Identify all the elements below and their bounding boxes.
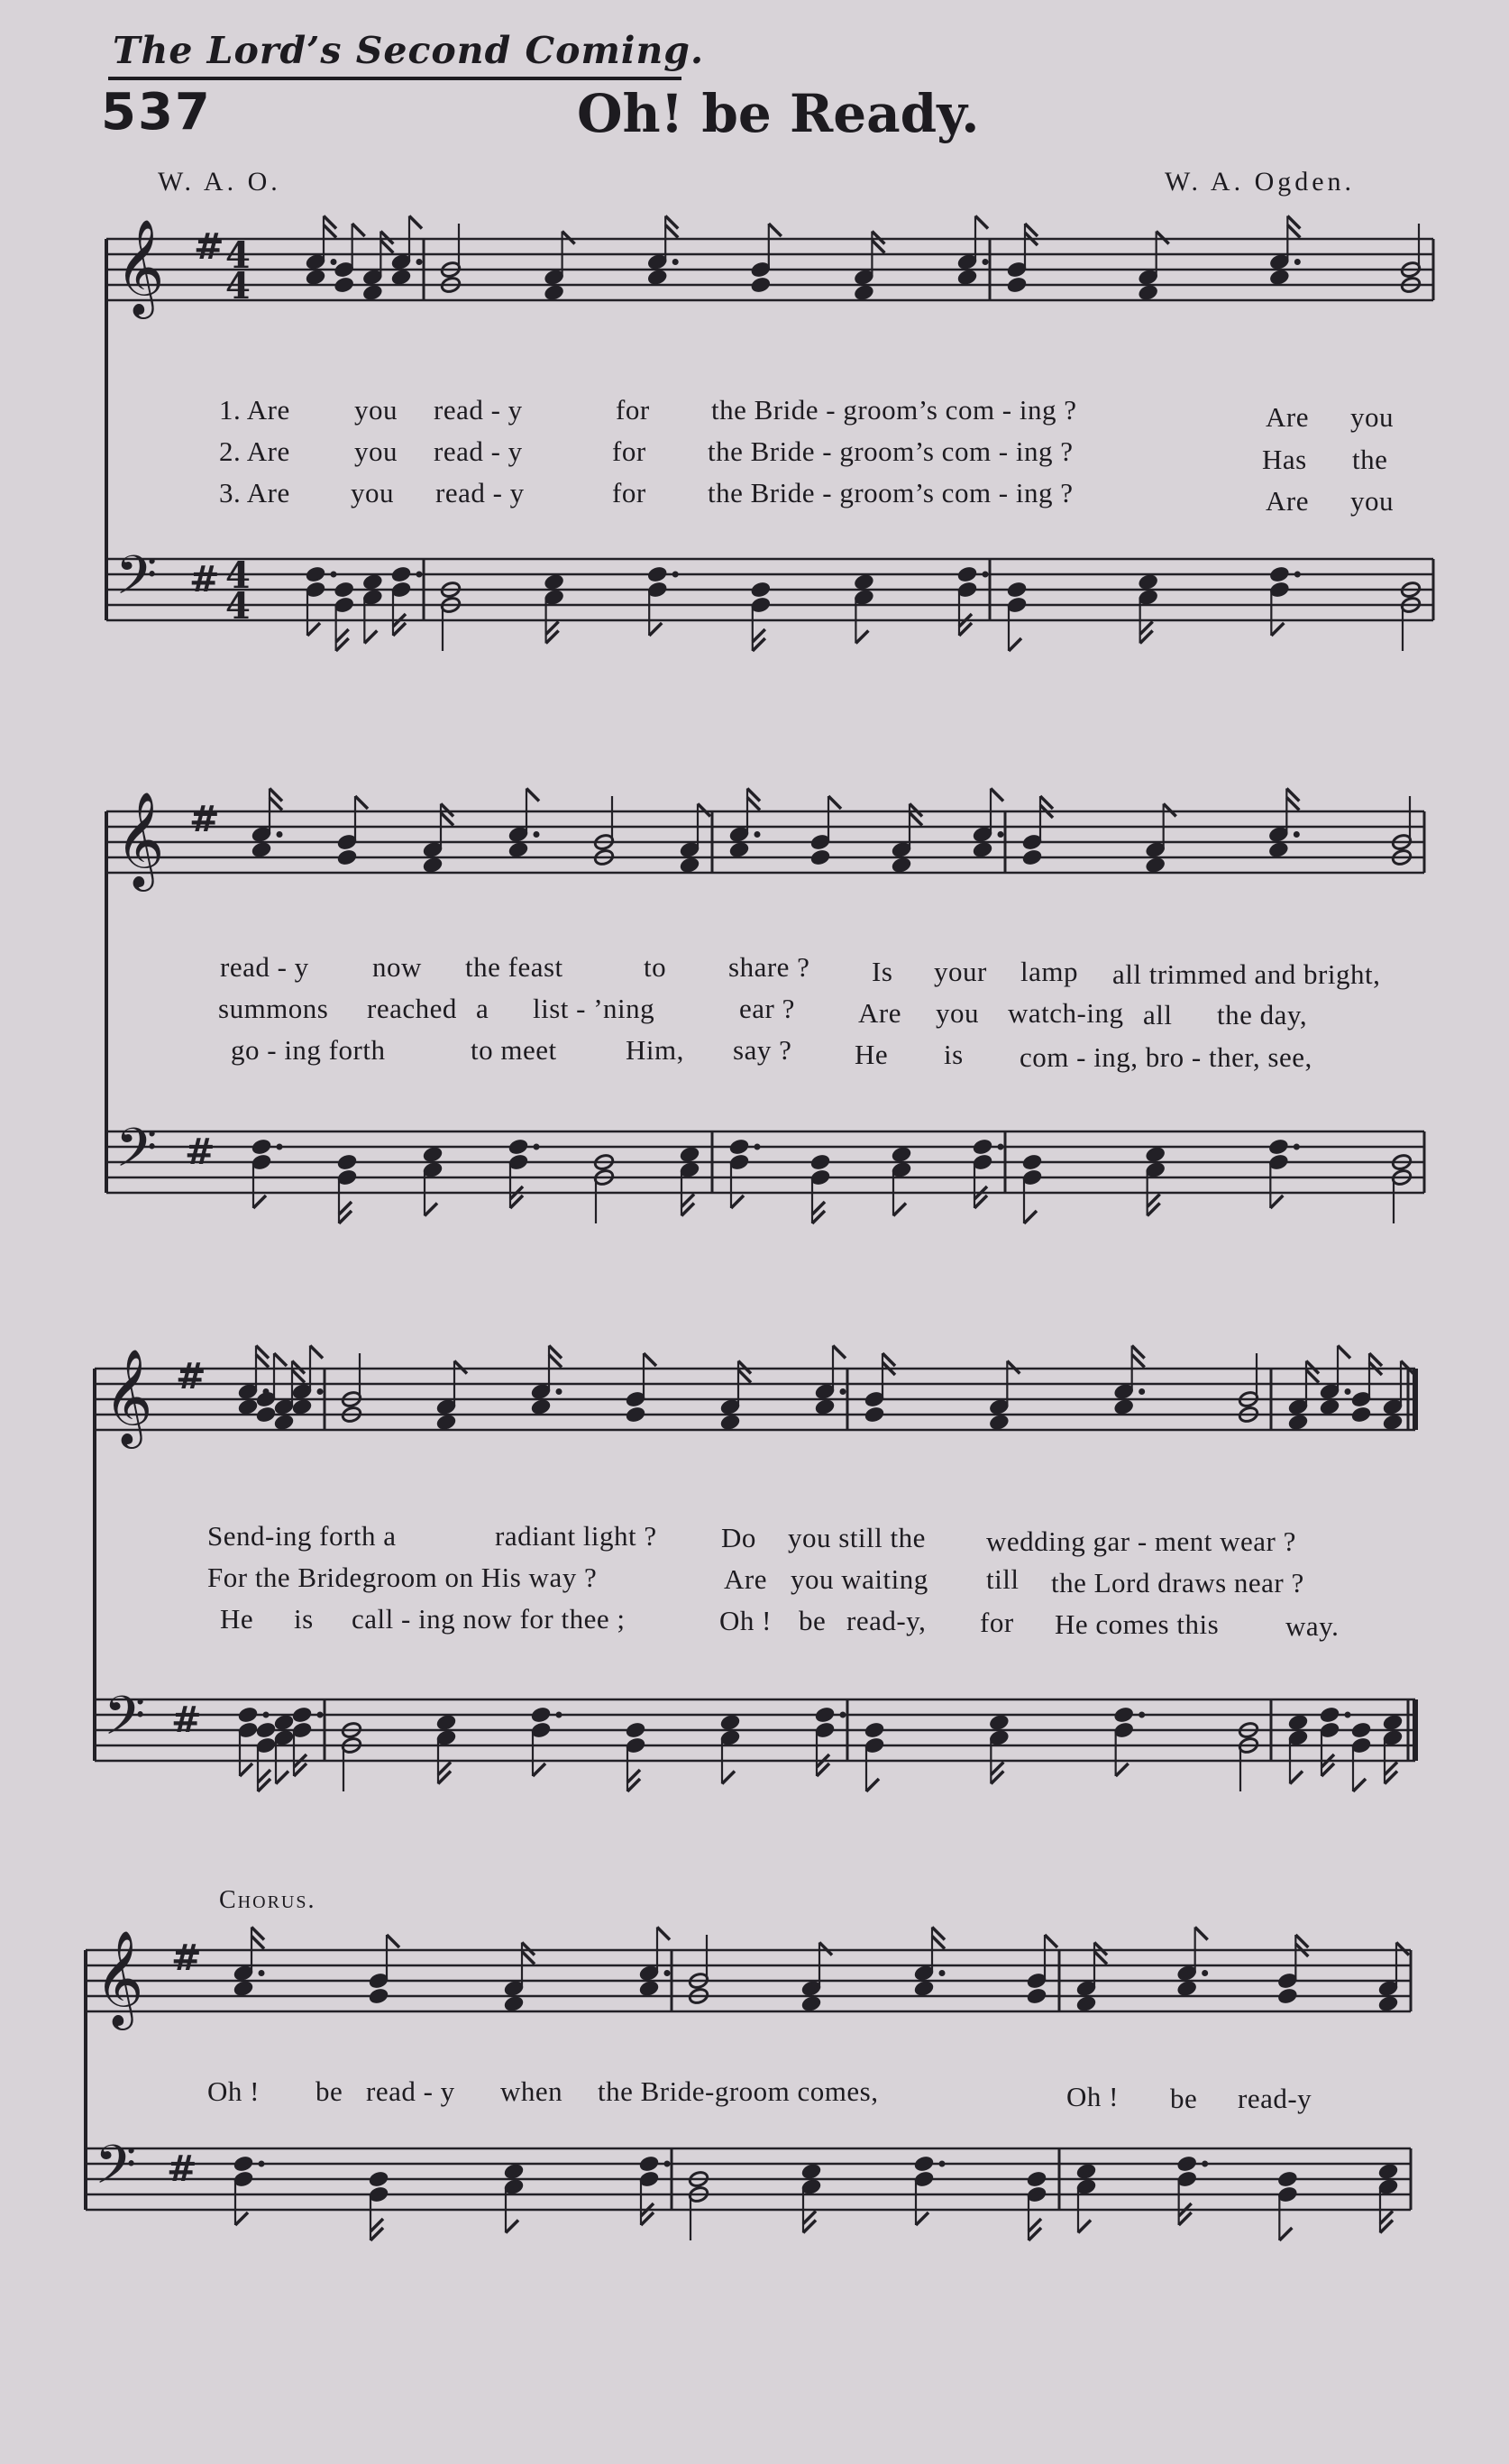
lyric: Him,	[626, 1034, 684, 1066]
lyric: Oh !	[1066, 2081, 1119, 2112]
note-head	[1021, 848, 1043, 866]
augmentation-dot	[998, 1144, 1004, 1150]
note-head	[1382, 1714, 1404, 1732]
augmentation-dot	[983, 259, 989, 265]
note-head	[1021, 1153, 1043, 1171]
note-head	[508, 841, 529, 859]
sharp-sign: #	[185, 1131, 215, 1173]
note-head	[913, 1980, 935, 1998]
note-flag	[769, 224, 782, 236]
note-head	[334, 276, 355, 294]
note-head	[1075, 1995, 1097, 2013]
note-head	[864, 1721, 885, 1739]
note-flag	[307, 623, 320, 636]
sharp-sign: #	[189, 799, 220, 840]
lyric: He	[220, 1603, 254, 1635]
note-head	[1319, 1398, 1340, 1416]
note-head	[544, 573, 565, 591]
note-head	[368, 1987, 389, 2005]
note-head	[814, 1398, 836, 1416]
augmentation-dot	[317, 1388, 324, 1395]
note-flag	[1024, 1211, 1037, 1223]
lyric: to meet	[471, 1034, 557, 1066]
lyric: read - y	[366, 2075, 455, 2107]
note-head	[1138, 284, 1159, 302]
note-flag	[1009, 638, 1021, 651]
note-head	[273, 1714, 295, 1732]
note-head	[1377, 1995, 1399, 2013]
note-head	[854, 573, 875, 591]
note-head	[336, 848, 358, 866]
note-flag	[425, 1204, 437, 1216]
augmentation-dot	[534, 1144, 540, 1150]
sharp-sign: #	[167, 2148, 197, 2190]
lyric: the Bride-groom comes,	[598, 2075, 879, 2107]
note-flag	[1007, 1361, 1020, 1374]
note-flag	[364, 631, 377, 644]
augmentation-dot	[556, 1388, 562, 1395]
augmentation-dot	[1294, 572, 1301, 578]
lyric: Are	[1266, 401, 1309, 433]
augmentation-dot	[277, 831, 283, 838]
note-head	[251, 1138, 272, 1156]
lyric: the Bride - groom’s com - ing ?	[708, 435, 1074, 467]
note-head	[390, 269, 412, 287]
note-head	[1277, 2170, 1299, 2188]
note-head	[336, 1153, 358, 1171]
note-head	[508, 1138, 529, 1156]
augmentation-dot	[1294, 831, 1300, 838]
augmentation-dot	[1345, 1712, 1351, 1718]
note-flag	[276, 1772, 288, 1784]
lyric: be	[1170, 2083, 1198, 2114]
note-flag	[235, 2212, 248, 2225]
lyric: you	[354, 394, 398, 426]
note-head	[989, 1414, 1011, 1432]
augmentation-dot	[263, 1712, 270, 1718]
lyric: the	[1352, 444, 1388, 475]
note-flag	[240, 1763, 252, 1776]
lyric: till	[986, 1563, 1020, 1595]
note-head	[1145, 1146, 1166, 1164]
treble-clef: 𝄞	[104, 1348, 153, 1444]
note-flag	[1157, 232, 1169, 244]
note-flag	[274, 1353, 287, 1366]
note-head	[679, 1146, 700, 1164]
bass-clef: 𝄢	[115, 1116, 158, 1192]
note-flag	[355, 796, 368, 809]
lyric: For the Bridegroom on His way ?	[207, 1562, 598, 1593]
lyric: com - ing, bro - ther, see,	[1020, 1041, 1312, 1073]
note-flag	[454, 1361, 467, 1374]
music-credit: W. A. Ogden.	[1165, 167, 1356, 197]
note-head	[334, 581, 355, 599]
lyric: read - y	[434, 435, 523, 467]
note-flag	[1078, 2221, 1091, 2233]
augmentation-dot	[277, 1144, 283, 1150]
note-flag	[893, 1204, 906, 1216]
augmentation-dot	[1139, 1712, 1145, 1718]
note-head	[544, 284, 565, 302]
note-head	[1006, 581, 1028, 599]
time-signature-top: 4	[225, 234, 251, 277]
lyric: ear ?	[739, 993, 795, 1024]
lyric: now	[372, 951, 422, 983]
augmentation-dot	[1202, 2161, 1208, 2167]
lyric: read-y,	[846, 1605, 927, 1636]
note-head	[1350, 1406, 1372, 1424]
lyric: for	[616, 394, 650, 426]
lyric: read - y	[434, 394, 523, 426]
lyric: Is	[872, 956, 893, 987]
note-head	[305, 565, 326, 583]
note-head	[814, 1706, 836, 1724]
note-flag	[833, 1346, 846, 1359]
lyric: for	[612, 477, 646, 508]
lyric: Has	[1262, 444, 1307, 475]
note-head	[1350, 1721, 1372, 1739]
lyric: Oh !	[207, 2075, 260, 2107]
lyric: He	[855, 1039, 889, 1070]
note-flag	[916, 2212, 928, 2225]
note-flag	[1353, 1779, 1366, 1791]
note-head	[291, 1398, 313, 1416]
note-flag	[1338, 1346, 1350, 1359]
note-head	[1176, 2155, 1198, 2173]
lyric: is	[944, 1039, 964, 1070]
section-title: The Lord’s Second Coming.	[113, 29, 705, 72]
augmentation-dot	[939, 2161, 946, 2167]
note-flag	[1045, 1935, 1057, 1947]
lyric: you	[351, 477, 394, 508]
augmentation-dot	[259, 2161, 265, 2167]
lyric: the Lord draws near ?	[1051, 1567, 1304, 1598]
lyric: read - y	[435, 477, 525, 508]
note-flag	[1270, 1195, 1283, 1208]
note-flag	[352, 224, 365, 236]
note-head	[719, 1714, 741, 1732]
augmentation-dot	[1139, 1388, 1145, 1395]
note-head	[625, 1721, 646, 1739]
note-head	[1113, 1398, 1135, 1416]
note-head	[390, 565, 412, 583]
lyric: radiant light ?	[495, 1520, 657, 1552]
note-head	[1377, 2163, 1399, 2181]
note-flag	[731, 1195, 744, 1208]
lyric: read-y	[1238, 2083, 1312, 2114]
note-head	[1269, 565, 1291, 583]
augmentation-dot	[556, 1712, 562, 1718]
note-head	[1075, 2163, 1097, 2181]
note-flag	[698, 804, 710, 817]
lyric: Oh !	[719, 1605, 772, 1636]
note-head	[435, 1414, 457, 1432]
note-flag	[991, 789, 1003, 801]
augmentation-dot	[840, 1712, 846, 1718]
lyric: a	[476, 993, 489, 1024]
sharp-sign: #	[189, 559, 220, 600]
note-head	[809, 848, 831, 866]
lyric: the day,	[1217, 999, 1308, 1030]
note-head	[864, 1406, 885, 1424]
augmentation-dot	[331, 259, 337, 265]
note-head	[854, 284, 875, 302]
note-flag	[828, 796, 841, 809]
note-head	[750, 581, 772, 599]
lyric: say ?	[733, 1034, 792, 1066]
note-head	[891, 856, 912, 875]
lyric: He comes this	[1055, 1608, 1220, 1640]
note-head	[750, 276, 772, 294]
lyric: share ?	[728, 951, 810, 983]
note-flag	[387, 1935, 399, 1947]
note-head	[1138, 573, 1159, 591]
note-head	[638, 2155, 660, 2173]
augmentation-dot	[998, 831, 1004, 838]
lyric: summons	[218, 993, 329, 1024]
note-head	[237, 1706, 259, 1724]
note-head	[1176, 1980, 1198, 1998]
sharp-sign: #	[176, 1356, 206, 1397]
time-signature-bottom: 4	[225, 265, 251, 307]
lyric: Do	[721, 1522, 756, 1553]
lyric: go - ing forth	[231, 1034, 386, 1066]
augmentation-dot	[983, 572, 989, 578]
augmentation-dot	[1294, 259, 1301, 265]
note-head	[435, 1714, 457, 1732]
lyric: Are	[1266, 485, 1309, 517]
note-head	[362, 573, 384, 591]
note-head	[503, 1995, 525, 2013]
note-head	[530, 1706, 552, 1724]
note-head	[646, 269, 668, 287]
note-head	[956, 269, 978, 287]
note-flag	[722, 1772, 735, 1784]
note-head	[728, 1138, 750, 1156]
lyric: lamp	[1020, 956, 1078, 987]
note-head	[233, 2155, 254, 2173]
note-flag	[1279, 2228, 1292, 2240]
augmentation-dot	[331, 572, 337, 578]
lyric: your	[934, 956, 987, 987]
note-head	[422, 856, 444, 875]
note-flag	[657, 1928, 670, 1940]
note-head	[972, 1138, 993, 1156]
time-signature-top: 4	[225, 554, 251, 597]
hymn-title: Oh! be Ready.	[577, 83, 980, 144]
note-head	[800, 1995, 822, 2013]
note-head	[956, 565, 978, 583]
sharp-sign: #	[194, 226, 224, 268]
note-flag	[1396, 1943, 1409, 1956]
note-head	[646, 565, 668, 583]
lyric: you	[936, 997, 979, 1029]
lyric: 1. Are	[219, 394, 290, 426]
bass-clef: 𝄢	[95, 2133, 137, 2209]
note-head	[1319, 1706, 1340, 1724]
chorus-label: Chorus.	[219, 1886, 316, 1914]
augmentation-dot	[672, 259, 679, 265]
note-flag	[1290, 1772, 1303, 1784]
lyric: the Bride - groom’s com - ing ?	[708, 477, 1074, 508]
lyric: reached	[367, 993, 457, 1024]
note-flag	[533, 1763, 545, 1776]
note-head	[800, 2163, 822, 2181]
note-flag	[1164, 804, 1176, 817]
note-head	[625, 1406, 646, 1424]
augmentation-dot	[672, 572, 679, 578]
note-head	[1026, 1987, 1047, 2005]
lyric: be	[799, 1605, 827, 1636]
note-head	[368, 2170, 389, 2188]
note-head	[530, 1398, 552, 1416]
note-head	[891, 1146, 912, 1164]
sharp-sign: #	[171, 1699, 202, 1741]
note-flag	[506, 2221, 518, 2233]
note-head	[1287, 1714, 1309, 1732]
lyric: watch-ing	[1008, 997, 1124, 1029]
lyric: all	[1143, 999, 1173, 1030]
note-head	[1268, 841, 1290, 859]
note-flag	[409, 216, 422, 229]
lyric: Send-ing forth a	[207, 1520, 397, 1552]
lyric: for	[612, 435, 646, 467]
note-flag	[819, 1943, 832, 1956]
augmentation-dot	[259, 1970, 265, 1976]
lyric: you	[1350, 485, 1394, 517]
note-flag	[562, 232, 575, 244]
note-head	[237, 1398, 259, 1416]
lyric: when	[500, 2075, 563, 2107]
lyric: for	[980, 1607, 1014, 1638]
lyric: 2. Are	[219, 435, 290, 467]
note-flag	[526, 789, 539, 801]
note-head	[1277, 1987, 1299, 2005]
note-head	[1287, 1414, 1309, 1432]
augmentation-dot	[1294, 1144, 1300, 1150]
note-head	[291, 1706, 313, 1724]
note-head	[1026, 2170, 1047, 2188]
augmentation-dot	[754, 831, 761, 838]
note-flag	[253, 1195, 266, 1208]
augmentation-dot	[840, 1388, 846, 1395]
treble-clef: 𝄞	[115, 218, 165, 315]
note-head	[1145, 856, 1166, 875]
lyric: to	[644, 951, 667, 983]
lyric: 3. Are	[219, 477, 290, 508]
treble-clef: 𝄞	[95, 1929, 144, 2026]
lyric: you still the	[788, 1522, 926, 1553]
note-head	[809, 1153, 831, 1171]
note-head	[719, 1414, 741, 1432]
augmentation-dot	[534, 831, 540, 838]
augmentation-dot	[1202, 1970, 1208, 1976]
note-head	[728, 841, 750, 859]
lyric: way.	[1285, 1610, 1340, 1642]
note-head	[913, 2155, 935, 2173]
note-head	[362, 284, 384, 302]
note-head	[255, 1721, 277, 1739]
note-head	[233, 1980, 254, 1998]
note-head	[1269, 269, 1291, 287]
note-head	[989, 1714, 1011, 1732]
lyric: read - y	[220, 951, 309, 983]
note-flag	[1116, 1763, 1129, 1776]
lyric: all trimmed and bright,	[1112, 958, 1381, 990]
lyric: is	[294, 1603, 314, 1635]
words-credit: W. A. O.	[158, 167, 281, 197]
augmentation-dot	[1345, 1388, 1351, 1395]
lyric: list - ’ning	[533, 993, 655, 1024]
treble-clef: 𝄞	[115, 791, 165, 887]
note-head	[679, 856, 700, 875]
note-flag	[1195, 1928, 1208, 1940]
augmentation-dot	[317, 1712, 324, 1718]
note-head	[972, 841, 993, 859]
note-head	[251, 841, 272, 859]
note-head	[273, 1414, 295, 1432]
note-head	[422, 1146, 444, 1164]
sharp-sign: #	[171, 1937, 202, 1979]
note-head	[503, 2163, 525, 2181]
note-head	[1113, 1706, 1135, 1724]
lyric: you	[354, 435, 398, 467]
note-flag	[310, 1346, 323, 1359]
note-flag	[866, 1779, 879, 1791]
augmentation-dot	[939, 1970, 946, 1976]
bass-clef: 𝄢	[104, 1684, 146, 1760]
note-head	[255, 1406, 277, 1424]
augmentation-dot	[664, 2161, 671, 2167]
lyric: Are	[858, 997, 901, 1029]
bass-clef: 𝄢	[115, 544, 158, 619]
note-head	[638, 1980, 660, 1998]
lyric: you	[1350, 401, 1394, 433]
lyric: the feast	[465, 951, 563, 983]
hymn-number: 537	[101, 83, 212, 142]
lyric: wedding gar - ment wear ?	[986, 1525, 1296, 1557]
note-head	[1382, 1414, 1404, 1432]
lyric: you waiting	[791, 1563, 928, 1595]
note-head	[305, 269, 326, 287]
lyric: call - ing now for thee ;	[352, 1603, 626, 1635]
lyric: the Bride - groom’s com - ing ?	[711, 394, 1077, 426]
note-head	[1268, 1138, 1290, 1156]
lyric: be	[316, 2075, 343, 2107]
augmentation-dot	[664, 1970, 671, 1976]
note-head	[1006, 276, 1028, 294]
note-flag	[1271, 623, 1284, 636]
augmentation-dot	[416, 259, 423, 265]
augmentation-dot	[754, 1144, 761, 1150]
lyric: Are	[724, 1563, 767, 1595]
time-signature-bottom: 4	[225, 585, 251, 627]
note-flag	[855, 631, 868, 644]
note-flag	[644, 1353, 656, 1366]
note-flag	[975, 216, 988, 229]
augmentation-dot	[416, 572, 423, 578]
note-flag	[649, 623, 662, 636]
